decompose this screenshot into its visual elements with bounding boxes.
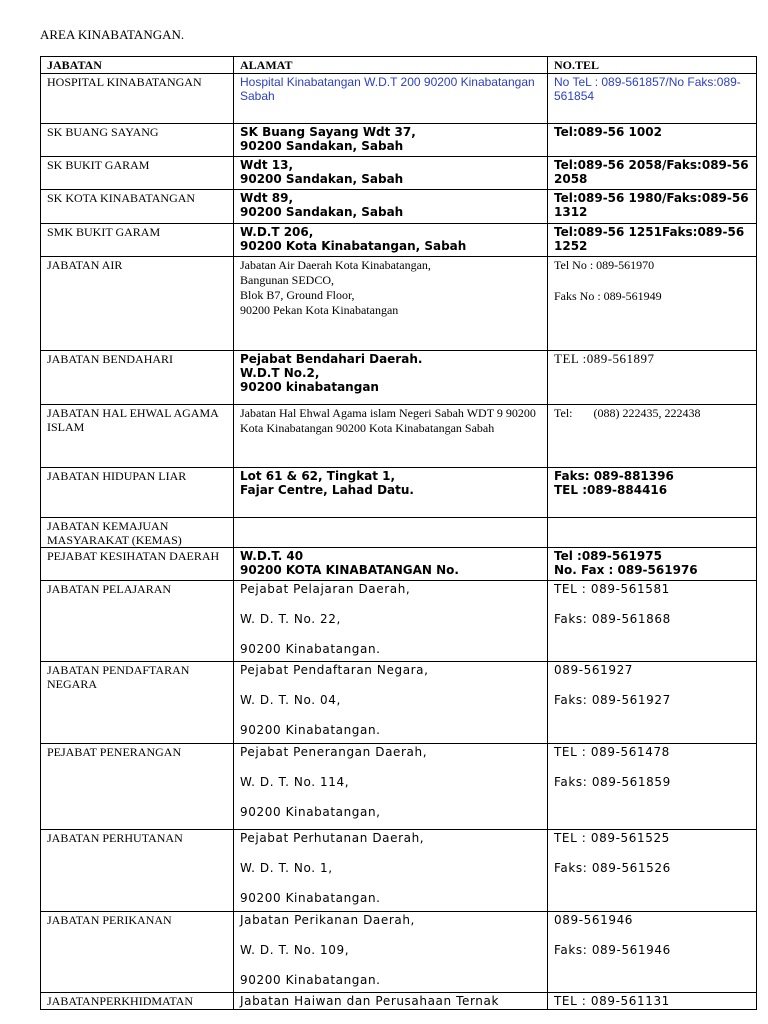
- tel-cell: Tel :089-561975 No. Fax : 089-561976: [548, 548, 757, 581]
- jabatan-cell: SMK BUKIT GARAM: [41, 224, 234, 257]
- jabatan-cell: PEJABAT KESIHATAN DAERAH: [41, 548, 234, 581]
- table-row: [41, 405, 757, 468]
- alamat-cell: Jabatan Air Daerah Kota Kinabatangan, Bangunan SEDCO, Blok B7, Ground Floor, 90200 Pekan Kota Kinabatangan: [234, 257, 548, 351]
- jabatan-cell: PEJABAT PENERANGAN: [41, 744, 234, 830]
- tel-cell: Faks: 089-881396 TEL :089-884416: [548, 468, 757, 518]
- jabatan-cell: JABATAN AIR: [41, 257, 234, 351]
- alamat-cell: W.D.T. 40 90200 KOTA KINABATANGAN No.: [234, 548, 548, 581]
- alamat-cell: Lot 61 & 62, Tingkat 1, Fajar Centre, Lahad Datu.: [234, 468, 548, 518]
- table-row: [41, 548, 757, 581]
- alamat-cell: Jabatan Haiwan dan Perusahaan Ternak: [234, 993, 548, 1010]
- table-header-row: [41, 57, 757, 74]
- jabatan-cell: JABATAN PENDAFTARAN NEGARA: [41, 662, 234, 744]
- jabatan-cell: SK BUKIT GARAM: [41, 157, 234, 190]
- tel-cell: Tel: (088) 222435, 222438: [548, 405, 757, 468]
- table-row: [41, 662, 757, 744]
- table-row: [41, 912, 757, 993]
- alamat-cell: [234, 518, 548, 548]
- table-row: [41, 581, 757, 662]
- tel-cell: Tel No : 089-561970 Faks No : 089-561949: [548, 257, 757, 351]
- jabatan-cell: SK KOTA KINABATANGAN: [41, 190, 234, 224]
- alamat-cell: Jabatan Perikanan Daerah, W. D. T. No. 109, 90200 Kinabatangan.: [234, 912, 548, 993]
- alamat-cell: Hospital Kinabatangan W.D.T 200 90200 Kinabatangan Sabah: [234, 74, 548, 124]
- jabatan-cell: SK BUANG SAYANG: [41, 124, 234, 157]
- table-row: [41, 257, 757, 351]
- alamat-cell: Pejabat Perhutanan Daerah, W. D. T. No. 1, 90200 Kinabatangan.: [234, 830, 548, 912]
- directory-table: [40, 56, 757, 1010]
- table-row: [41, 993, 757, 1010]
- tel-cell: Tel:089-56 1980/Faks:089-56 1312: [548, 190, 757, 224]
- tel-cell: TEL : 089-561478 Faks: 089-561859: [548, 744, 757, 830]
- table-row: [41, 190, 757, 224]
- table-row: [41, 518, 757, 548]
- table-row: [41, 744, 757, 830]
- alamat-cell: SK Buang Sayang Wdt 37, 90200 Sandakan, Sabah: [234, 124, 548, 157]
- tel-cell: TEL : 089-561525 Faks: 089-561526: [548, 830, 757, 912]
- tel-cell: No TeL : 089-561857/No Faks:089-561854: [548, 74, 757, 124]
- table-row: [41, 351, 757, 405]
- jabatan-cell: JABATAN HIDUPAN LIAR: [41, 468, 234, 518]
- table-row: [41, 157, 757, 190]
- header-tel: NO.TEL: [548, 57, 757, 74]
- alamat-cell: Jabatan Hal Ehwal Agama islam Negeri Sabah WDT 9 90200 Kota Kinabatangan 90200 Kota Kinabatangan Sabah: [234, 405, 548, 468]
- tel-cell: Tel:089-56 1002: [548, 124, 757, 157]
- tel-cell: Tel:089-56 2058/Faks:089-56 2058: [548, 157, 757, 190]
- tel-cell: 089-561927 Faks: 089-561927: [548, 662, 757, 744]
- jabatan-cell: HOSPITAL KINABATANGAN: [41, 74, 234, 124]
- alamat-cell: Wdt 89, 90200 Sandakan, Sabah: [234, 190, 548, 224]
- alamat-cell: Wdt 13, 90200 Sandakan, Sabah: [234, 157, 548, 190]
- table-row: [41, 468, 757, 518]
- jabatan-cell: JABATAN PERHUTANAN: [41, 830, 234, 912]
- tel-cell: TEL : 089-561131: [548, 993, 757, 1010]
- alamat-cell: Pejabat Bendahari Daerah. W.D.T No.2, 90200 kinabatangan: [234, 351, 548, 405]
- alamat-cell: Pejabat Pelajaran Daerah, W. D. T. No. 22, 90200 Kinabatangan.: [234, 581, 548, 662]
- tel-cell: TEL :089-561897: [548, 351, 757, 405]
- page-title: AREA KINABATANGAN.: [40, 27, 185, 42]
- alamat-cell: Pejabat Penerangan Daerah, W. D. T. No. 114, 90200 Kinabatangan,: [234, 744, 548, 830]
- tel-cell: 089-561946 Faks: 089-561946: [548, 912, 757, 993]
- tel-cell: Tel:089-56 1251Faks:089-56 1252: [548, 224, 757, 257]
- table-row: [41, 224, 757, 257]
- header-jabatan: JABATAN: [41, 57, 234, 74]
- table-row: [41, 74, 757, 124]
- jabatan-cell: JABATAN PELAJARAN: [41, 581, 234, 662]
- jabatan-cell: JABATAN HAL EHWAL AGAMA ISLAM: [41, 405, 234, 468]
- alamat-cell: W.D.T 206, 90200 Kota Kinabatangan, Sabah: [234, 224, 548, 257]
- header-alamat: ALAMAT: [234, 57, 548, 74]
- jabatan-cell: JABATANPERKHIDMATAN: [41, 993, 234, 1010]
- table-row: [41, 830, 757, 912]
- jabatan-cell: JABATAN BENDAHARI: [41, 351, 234, 405]
- jabatan-cell: JABATAN PERIKANAN: [41, 912, 234, 993]
- tel-cell: TEL : 089-561581 Faks: 089-561868: [548, 581, 757, 662]
- jabatan-cell: JABATAN KEMAJUAN MASYARAKAT (KEMAS): [41, 518, 234, 548]
- alamat-cell: Pejabat Pendaftaran Negara, W. D. T. No. 04, 90200 Kinabatangan.: [234, 662, 548, 744]
- tel-cell: [548, 518, 757, 548]
- table-row: [41, 124, 757, 157]
